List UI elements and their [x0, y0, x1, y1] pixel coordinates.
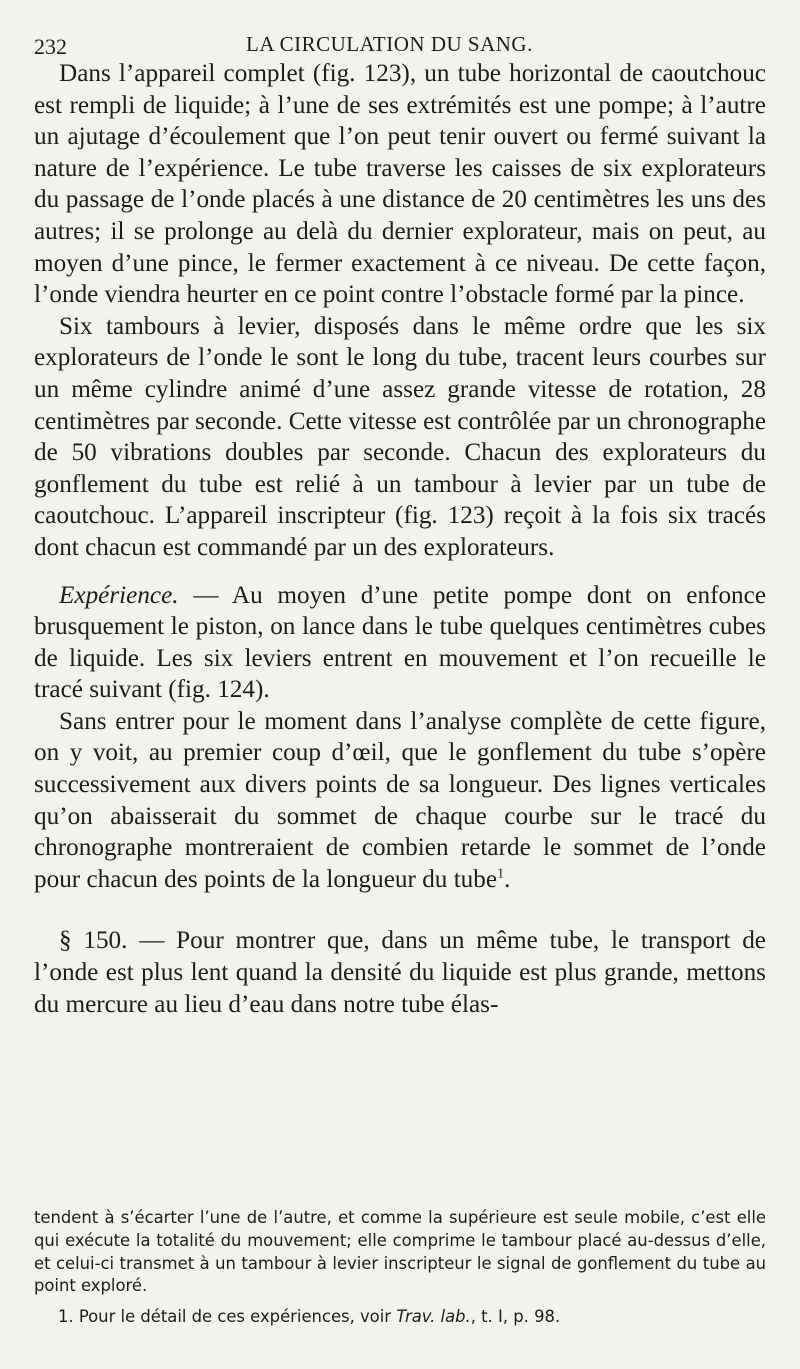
page-header — [34, 22, 766, 58]
paragraph-section-150: § 150. — Pour montrer que, dans un même tube, le transport de l’onde est plus lent quand la densité du liquide est plus grande, mettons du mercure au lieu d’eau dans notre tube élas- — [34, 927, 766, 1018]
page-number: 232 — [34, 34, 67, 59]
paragraph-analysis — [34, 706, 766, 896]
paragraph-apparatus: Dans l’appareil complet (fig. 123), un tube horizontal de caoutchouc est rempli de liquide; à l’une de ses extrémités est une pompe; à l’autre un ajutage d’écoulement que l’on peut tenir ouvert ou fermé suivant la nature de l’expérience. Le tube traverse les caisses de six explorateurs du passage de l’onde placés à une distance de 20 centimètres les uns des autres; il se prolonge au delà du dernier explorateur, mais on peut, au moyen d’une pince, le fermer exactement à ce niveau. De cette façon, l’onde viendra heurter en ce point contre l’obstacle formé par la pince. — [34, 60, 766, 309]
analysis-text: Sans entrer pour le moment dans l’analyse complète de cette figure, on y voit, au premier coup d’œil, que le gonflement du tube s’opère successivement aux divers points de sa longueur. Des lignes verticales qu’on abaisserait du sommet de chaque courbe sur le tracé du chronographe montreraient de combien retarde le sommet de l’onde pour chacun des points de la longueur du tube — [34, 707, 766, 893]
footnote-continuation: tendent à s’écarter l’une de l’autre, et comme la supérieure est seule mobile, c’est elle qui exécute la totalité du mouvement; elle comprime le tambour placé au-dessus d’elle, et celui-ci transmet à un tambour à levier inscripteur le signal de gonflement du tube au point exploré. — [34, 1208, 766, 1296]
footnote-1-suffix: , t. I, p. 98. — [470, 1307, 561, 1327]
footnotes — [34, 1207, 766, 1329]
footnote-1-source: Trav. lab. — [396, 1307, 471, 1327]
paragraph-tambours: Six tambours à levier, disposés dans le même ordre que les six explorateurs de l’onde le sont le long du tube, tracent leurs courbes sur un même cylindre animé d’une assez grande vitesse de rotation, 28 centimètres par seconde. Cette vitesse est contrôlée par un chronographe de 50 vibrations doubles par seconde. Chacun des explorateurs du gonflement du tube est relié à un tambour à levier par un tube de caoutchouc. L’appareil inscripteur (fig. 123) reçoit à la fois six tracés dont chacun est commandé par un des explorateurs. — [34, 312, 766, 561]
experience-text: — Au moyen d’une petite pompe dont on enfonce brusquement le piston, on lance dans le tube quelques centimètres cubes de liquide. Les six leviers entrent en mouvement et l’on recueille le tracé suivant (fig. 124). — [34, 581, 766, 704]
main-text — [34, 58, 766, 1020]
experience-label: Expérience. — [59, 581, 179, 609]
running-title: LA CIRCULATION DU SANG. — [246, 32, 533, 56]
footnote-1 — [34, 1306, 766, 1329]
analysis-end: . — [504, 865, 511, 893]
paragraph-experience — [34, 580, 766, 706]
footnote-1-prefix: 1. Pour le détail de ces expériences, voir — [58, 1307, 397, 1327]
footnote-marker: 1 — [497, 866, 505, 882]
